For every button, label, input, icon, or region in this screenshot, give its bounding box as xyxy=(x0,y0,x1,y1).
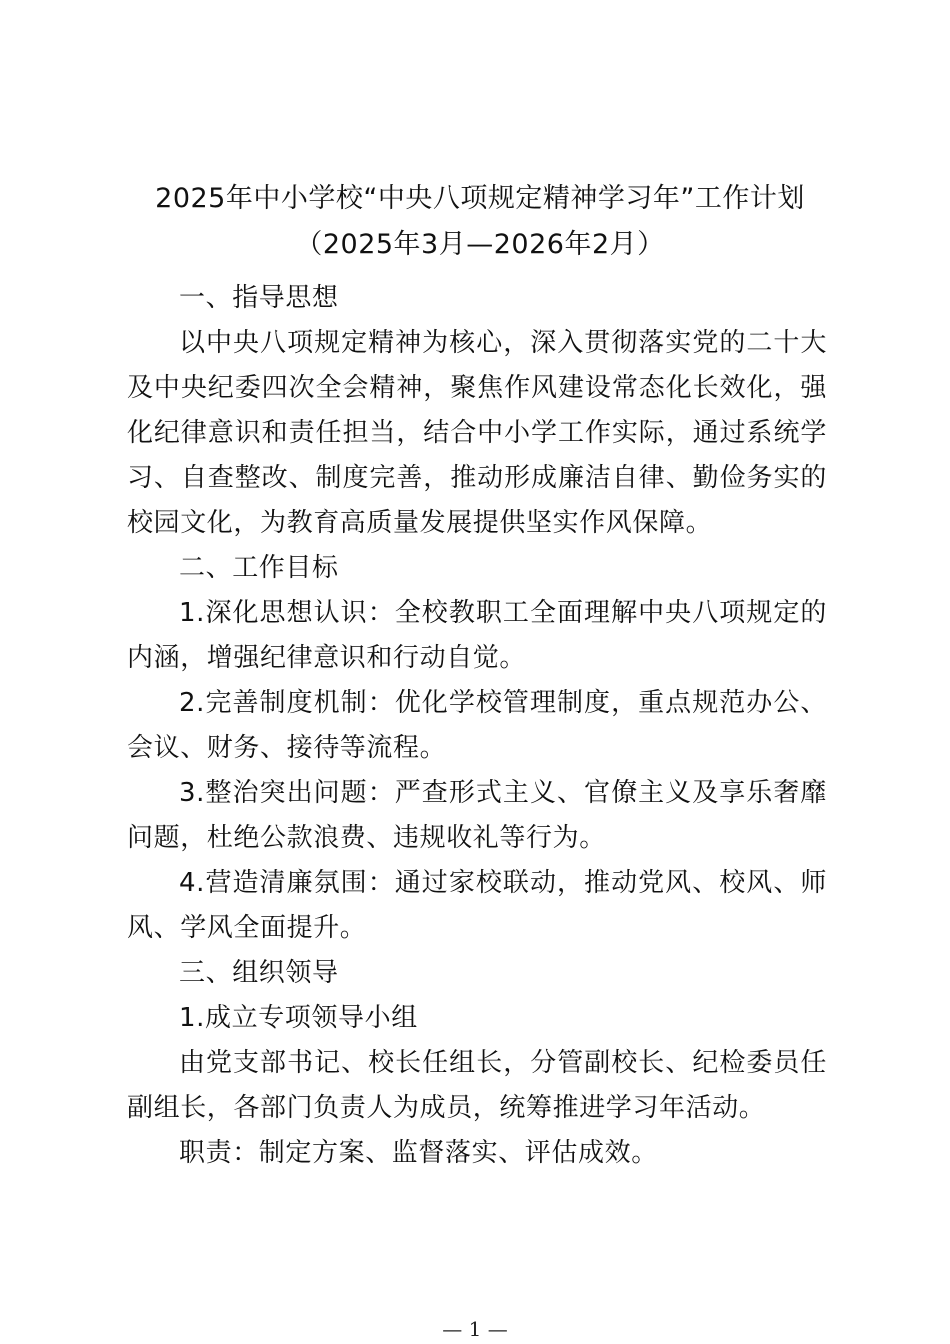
paragraph-duties: 职责：制定方案、监督落实、评估成效。 xyxy=(179,1138,658,1168)
section-heading-organization: 三、组织领导 xyxy=(179,958,339,988)
section-heading-work-goals: 二、工作目标 xyxy=(179,553,339,583)
paragraph-leading-group: 由党支部书记、校长任组长，分管副校长、纪检委员任副组长，各部门负责人为成员，统筹推进学习年活动。 xyxy=(127,1048,827,1123)
document-body xyxy=(127,276,827,1176)
paragraph-guiding-ideology: 以中央八项规定精神为核心，深入贯彻落实党的二十大及中央纪委四次全会精神，聚焦作风建设常态化长效化，强化纪律意识和责任担当，结合中小学工作实际，通过系统学习、自查整改、制度完善，推动形成廉洁自律、勤俭务实的校园文化，为教育高质量发展提供坚实作风保障。 xyxy=(127,328,827,538)
section-heading-guiding-ideology: 一、指导思想 xyxy=(179,283,339,313)
goal-item-2: 2.完善制度机制：优化学校管理制度，重点规范办公、会议、财务、接待等流程。 xyxy=(127,688,827,763)
page-number: — 1 — xyxy=(442,1317,508,1341)
goal-item-1: 1.深化思想认识：全校教职工全面理解中央八项规定的内涵，增强纪律意识和行动自觉。 xyxy=(127,598,827,673)
goal-item-3: 3.整治突出问题：严查形式主义、官僚主义及享乐奢靡问题，杜绝公款浪费、违规收礼等行为。 xyxy=(127,778,827,853)
document-title: 2025年中小学校“中央八项规定精神学习年”工作计划 xyxy=(155,183,805,214)
goal-item-4: 4.营造清廉氛围：通过家校联动，推动党风、校风、师风、学风全面提升。 xyxy=(127,868,827,943)
title-block xyxy=(100,176,860,268)
subsection-heading-leading-group: 1.成立专项领导小组 xyxy=(179,1003,418,1033)
document-subtitle: （2025年3月—2026年2月） xyxy=(295,229,665,260)
